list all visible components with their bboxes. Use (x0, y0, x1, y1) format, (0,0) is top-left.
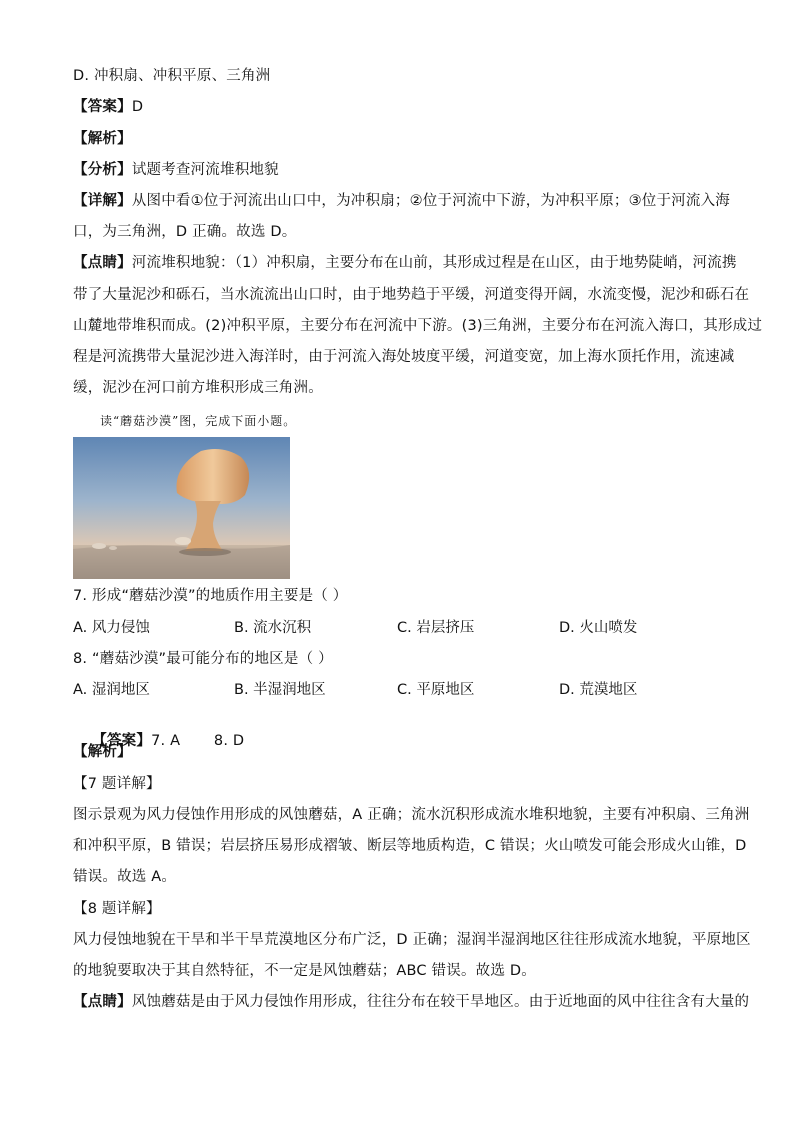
analysis-tag-2: 【解析】 (73, 744, 132, 760)
dianjing-text-1: 河流堆积地貌：（1）冲积扇，主要分布在山前，其形成过程是在山区，由于地势陡峭，河流携 (131, 255, 737, 271)
dianjing-line-4: 程是河流携带大量泥沙进入海洋时，由于河流入海处坡度平缓，河道变宽，加上海水顶托作用，流速减 (73, 349, 735, 365)
answer-value: D (131, 99, 144, 115)
answer-tag: 【答案】 (73, 99, 132, 115)
figure-caption: 读“蘑菇沙漠”图，完成下面小题。 (100, 414, 297, 428)
q7-detail-line-2: 和冲积平原，B 错误；岩层挤压易形成褶皱、断层等地质构造，C 错误；火山喷发可能会形成火山锥，D (73, 838, 747, 854)
q8-stem: 8. “蘑菇沙漠”最可能分布的地区是（ ） (73, 651, 333, 667)
q7-detail-line-3: 错误。故选 A。 (73, 869, 177, 885)
xiangjie-line-1 (73, 191, 731, 211)
q7-option-c: C. 岩层挤压 (397, 620, 475, 636)
q8-detail-line-2: 的地貌要取决于其自然特征，不一定是风蚀蘑菇；ABC 错误。故选 D。 (73, 963, 536, 979)
option-d-line: D. 冲积扇、冲积平原、三角洲 (73, 68, 271, 84)
dianjing-line-1 (73, 253, 737, 273)
q7-detail-line-1: 图示景观为风力侵蚀作用形成的风蚀蘑菇，A 正确；流水沉积形成流水堆积地貌，主要有冲积扇、三角洲 (73, 807, 750, 823)
q7-detail-heading: 【7 题详解】 (73, 776, 161, 792)
q8-option-c: C. 平原地区 (397, 682, 475, 698)
q8-option-d: D. 荒漠地区 (559, 682, 638, 698)
answer-line-q7q8 (73, 711, 723, 771)
q7-option-d: D. 火山喷发 (559, 620, 638, 636)
answer-line-q6 (73, 97, 723, 117)
dianjing-line-2: 带了大量泥沙和砾石，当水流流出山口时，由于地势趋于平缓，河道变得开阔，水流变慢，泥沙和砾石在 (73, 287, 750, 303)
q7-option-b: B. 流水沉积 (234, 620, 312, 636)
xiangjie-text-1: 从图中看①位于河流出山口中，为冲积扇；②位于河流中下游，为冲积平原；③位于河流入海 (131, 193, 731, 209)
dianjing-line-3: 山麓地带堆积而成。(2)冲积平原，主要分布在河流中下游。(3)三角洲，主要分布在河流入海口，其形成过 (73, 318, 763, 334)
dianjing-tag: 【点睛】 (73, 255, 132, 271)
dianjing-tag-2: 【点睛】 (73, 994, 132, 1010)
answer-values-2: 7. A 8. D (151, 733, 245, 749)
analysis-tag-q6 (73, 129, 723, 149)
q8-option-a: A. 湿润地区 (73, 682, 150, 698)
xiangjie-line-2: 口，为三角洲，D 正确。故选 D。 (73, 224, 297, 240)
q7-option-a: A. 风力侵蚀 (73, 620, 150, 636)
fenxi-text: 试题考查河流堆积地貌 (131, 162, 279, 178)
answer-tag-2: 【答案】 (92, 733, 152, 749)
dianjing-q8-line-1 (73, 992, 750, 1012)
q8-option-b: B. 半湿润地区 (234, 682, 326, 698)
q8-detail-line-1: 风力侵蚀地貌在干旱和半干旱荒漠地区分布广泛，D 正确；湿润半湿润地区往往形成流水地貌，平原地区 (73, 932, 751, 948)
dianjing-q8-text-1: 风蚀蘑菇是由于风力侵蚀作用形成，往往分布在较干旱地区。由于近地面的风中往往含有大量的 (131, 994, 750, 1010)
fenxi-tag: 【分析】 (73, 162, 132, 178)
analysis-tag-q7q8 (73, 742, 723, 762)
fenxi-line (73, 160, 723, 180)
xiangjie-tag: 【详解】 (73, 193, 132, 209)
q8-detail-heading: 【8 题详解】 (73, 901, 161, 917)
analysis-tag: 【解析】 (73, 131, 132, 147)
mushroom-rock-image (73, 437, 290, 579)
q7-stem: 7. 形成“蘑菇沙漠”的地质作用主要是（ ） (73, 588, 348, 604)
dianjing-line-5: 缓，泥沙在河口前方堆积形成三角洲。 (73, 380, 323, 396)
mushroom-rock-photo (73, 437, 290, 579)
